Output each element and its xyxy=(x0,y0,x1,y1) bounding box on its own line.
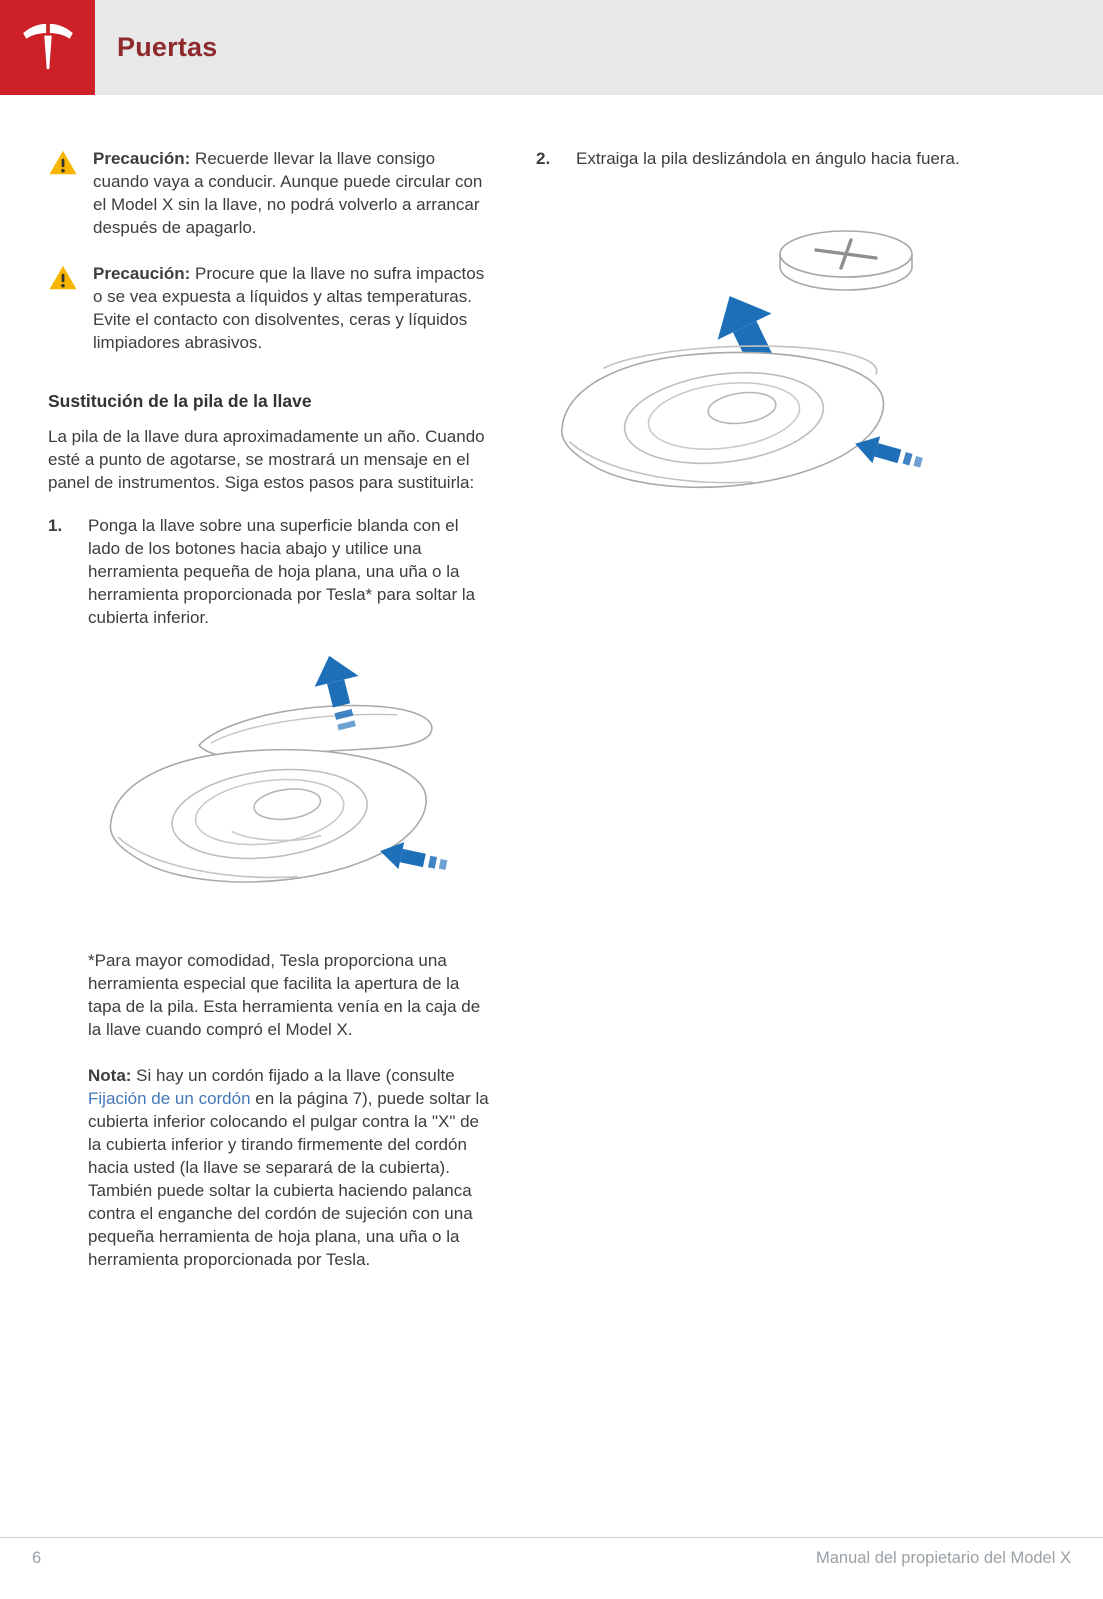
step-1 xyxy=(48,514,490,629)
step-2 xyxy=(536,147,1055,170)
footnote-text: *Para mayor comodidad, Tesla proporciona una herramienta especial que facilita la apertura de la tapa de la pila. Esta herramienta venía en la caja de la llave cuando compró el Model X. xyxy=(88,951,481,1039)
key-fob-open-drawing xyxy=(84,655,469,920)
caution-text xyxy=(93,147,490,239)
page-footer xyxy=(0,1537,1103,1568)
footer-title: Manual del propietario del Model X xyxy=(816,1549,1071,1567)
caution-body: Recuerde llevar la llave consigo cuando vaya a conducir. Aunque puede circular con el Model X sin la llave, no podrá volverlo a arrancar después de apagarlo. xyxy=(93,149,483,237)
section-intro: La pila de la llave dura aproximadamente un año. Cuando esté a punto de agotarse, se mostrará un mensaje en el panel de instrumentos. Siga estos pasos para sustituirla: xyxy=(48,427,485,492)
caution-label: Precaución: xyxy=(93,149,191,168)
right-column xyxy=(536,147,1055,1271)
warning-triangle-icon xyxy=(48,262,78,354)
note-label: Nota: xyxy=(88,1066,132,1085)
step-text: Extraiga la pila deslizándola en ángulo hacia fuera. xyxy=(576,149,960,168)
battery-removal-illustration xyxy=(544,190,1055,540)
caution-label: Precaución: xyxy=(93,264,191,283)
caution-block-1 xyxy=(48,147,490,239)
warning-triangle-icon xyxy=(48,147,78,239)
caution-text xyxy=(93,262,490,354)
note-text-before-link: Si hay un cordón fijado a la llave (consulte xyxy=(131,1066,455,1085)
chapter-title: Puertas xyxy=(117,32,218,62)
left-column xyxy=(48,147,490,1271)
step-text: Ponga la llave sobre una superficie blanda con el lado de los botones hacia abajo y utilice una herramienta pequeña de hoja plana, una uña o la herramienta proporcionada por Tesla* para soltar la cubierta inferior. xyxy=(88,516,476,627)
page-content xyxy=(0,95,1103,1271)
header-bar xyxy=(95,0,1103,95)
step-number: 1. xyxy=(48,516,63,535)
section-heading: Sustitución de la pila de la llave xyxy=(48,391,312,411)
key-fob-open-illustration xyxy=(84,655,490,925)
note-text-after-link: en la página 7), puede soltar la cubierta inferior colocando el pulgar contra la "X" de la cubierta inferior y tirando firmemente del cordón hacia usted (la llave se separará de la cubierta). También puede soltar la cubierta haciendo palanca contra el enganche del cordón de sujeción con una pequeña herramienta de hoja plana, una uña o la herramienta proporcionada por Tesla. xyxy=(88,1089,489,1269)
battery-removal-drawing xyxy=(544,190,974,535)
tesla-logo-icon xyxy=(0,0,95,95)
page-header xyxy=(0,0,1103,95)
note-paragraph xyxy=(88,1064,490,1271)
page-number: 6 xyxy=(32,1549,42,1567)
tesla-t-glyph xyxy=(17,17,79,79)
caution-body: Procure que la llave no sufra impactos o se vea expuesta a líquidos y altas temperaturas. Evite el contacto con disolventes, ceras y líquidos limpiadores abrasivos. xyxy=(93,264,485,352)
step-number: 2. xyxy=(536,149,551,168)
caution-block-2 xyxy=(48,262,490,354)
lanyard-link[interactable]: Fijación de un cordón xyxy=(88,1089,251,1108)
